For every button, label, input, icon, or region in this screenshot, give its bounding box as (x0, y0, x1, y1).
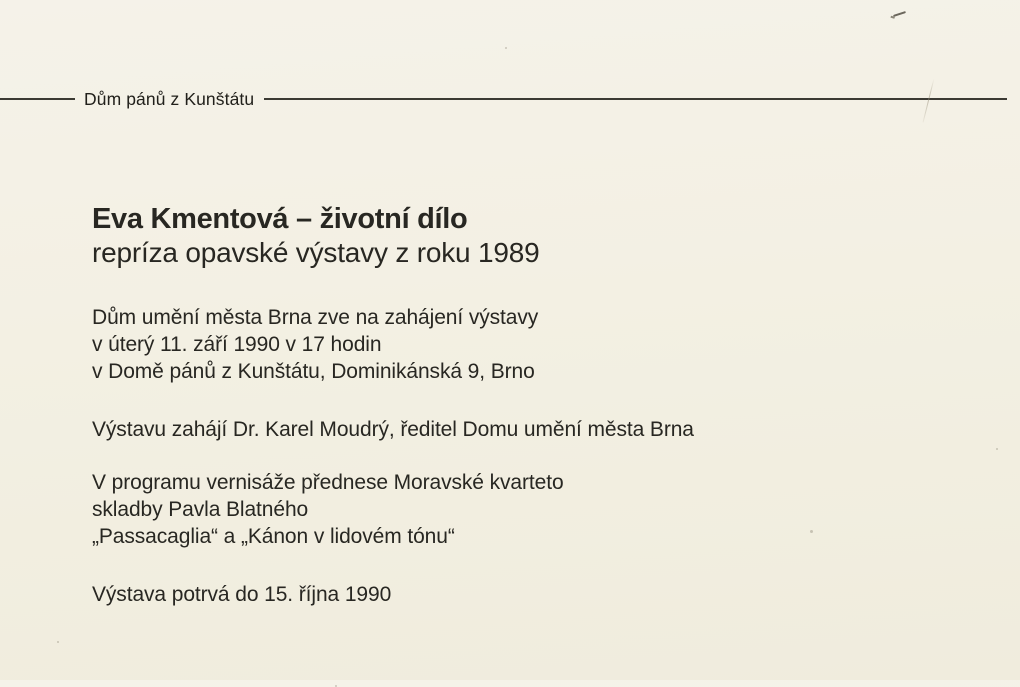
header-rule-right (264, 98, 1007, 100)
invitation-address-line: v Domě pánů z Kunštátu, Dominikánská 9, Brno (92, 360, 535, 383)
invitation-line: Dům umění města Brna zve na zahájení výstavy (92, 306, 539, 329)
header-rule-left (0, 98, 75, 100)
program-paragraph (92, 469, 694, 550)
program-composer-line: skladby Pavla Blatného (92, 498, 309, 521)
program-pieces-line: „Passacaglia“ a „Kánon v lidovém tónu“ (92, 525, 455, 548)
venue-label: Dům pánů z Kunštátu (84, 88, 255, 109)
title-block (92, 202, 539, 270)
paper-speck (57, 641, 59, 643)
duration-paragraph (92, 581, 694, 608)
opening-paragraph (92, 416, 694, 443)
duration-line: Výstava potrvá do 15. října 1990 (92, 583, 392, 606)
pen-mark-artifact (893, 11, 906, 17)
program-line: V programu vernisáže přednese Moravské kvarteto (92, 471, 564, 494)
header-band (0, 87, 1020, 111)
opening-speaker-line: Výstavu zahájí Dr. Karel Moudrý, ředitel Domu umění města Brna (92, 418, 694, 441)
exhibition-subtitle: repríza opavské výstavy z roku 1989 (92, 237, 540, 268)
paper-speck (996, 448, 998, 450)
invitation-date-line: v úterý 11. září 1990 v 17 hodin (92, 333, 382, 356)
exhibition-title: Eva Kmentová – životní dílo (92, 203, 468, 235)
body-copy (92, 304, 694, 608)
paper-speck (505, 47, 507, 49)
invitation-paragraph (92, 304, 694, 385)
paper-speck (810, 530, 813, 533)
